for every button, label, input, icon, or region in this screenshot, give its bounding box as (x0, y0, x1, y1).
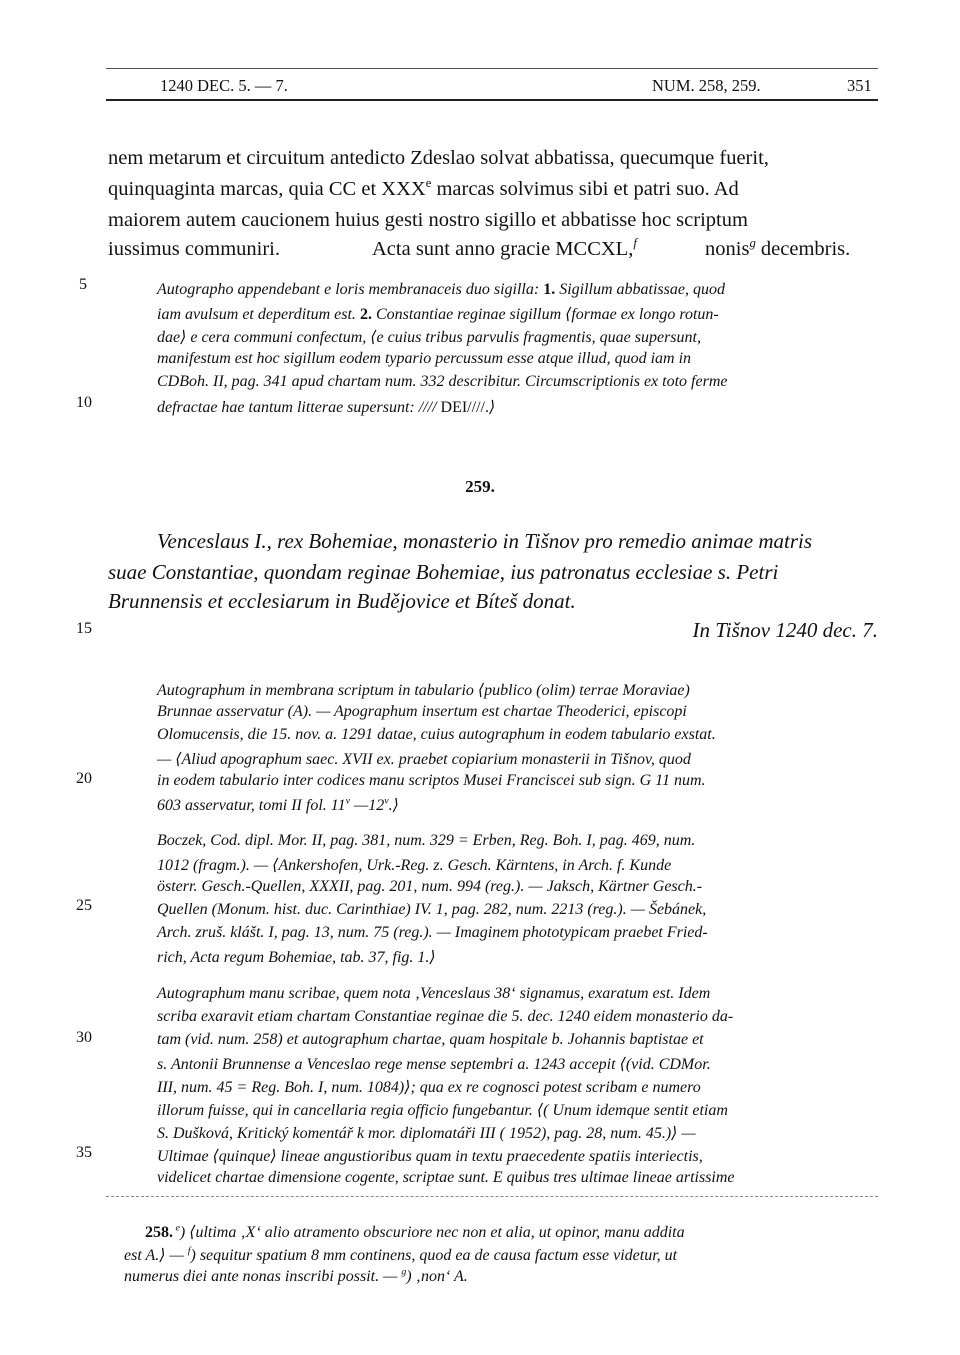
line-number: 15 (76, 620, 92, 637)
footnote-mark: e (425, 176, 432, 191)
footnote-mark: f (633, 236, 637, 251)
note-line: iam avulsum et deperditum est. 2. Constantiae reginae sigillum ⟨formae ex longo rotun- (157, 306, 719, 323)
line-number: 35 (76, 1144, 92, 1161)
running-head-numbers: NUM. 258, 259. (652, 76, 761, 95)
line-number: 20 (76, 770, 92, 787)
commentary-line: videlicet chartae dimensione cogente, scriptae sunt. E quibus tres ultimae lineae artissime (157, 1169, 735, 1186)
tradition-line: Olomucensis, die 15. nov. a. 1291 datae, cuius autographum in eodem tabulario exstat. (157, 726, 716, 743)
commentary-line: III, num. 45 = Reg. Boh. I, num. 1084)⟩; qua ex re cognosci potest scribam e numero (157, 1079, 701, 1096)
tradition-line: in eodem tabulario inter codices manu scriptos Musei Franciscei sub sign. G 11 num. (157, 772, 706, 789)
tradition-line: 603 asservatur, tomi II fol. 11$^v$ —12$^v$.⟩ (157, 795, 399, 814)
dating-day: nonis$^g$ decembris. (705, 236, 851, 260)
running-head-date: 1240 DEC. 5. — 7. (160, 76, 288, 95)
note-line: Autographo appendebant e loris membranaceis duo sigilla: 1. Sigillum abbatissae, quod (157, 281, 725, 298)
place-date: In Tišnov 1240 dec. 7. (692, 618, 878, 642)
editions-line: 1012 (fragm.). — ⟨Ankershofen, Urk.-Reg. z. Gesch. Kärntens, in Arch. f. Kunde (157, 857, 672, 874)
text-line: iussimus communiri. (108, 238, 280, 260)
text-line: maiorem autem caucionem huius gesti nostro sigillo et abbatisse hoc scriptum (108, 209, 748, 231)
footnote-separator (106, 1196, 878, 1197)
commentary-line: s. Antonii Brunnense a Venceslao rege mense septembri a. 1243 accepit ⟨(vid. CDMor. (157, 1056, 711, 1073)
line-number: 30 (76, 1029, 92, 1046)
tradition-line: Brunnae asservatur (A). — Apographum insertum est chartae Theoderici, episcopi (157, 703, 687, 720)
tradition-line: — ⟨Aliud apographum saec. XVII ex. praebet copiarium monasterii in Tišnov, quod (157, 751, 691, 768)
header-rule-bottom (106, 99, 878, 101)
dating-clause: Acta sunt anno gracie MCCXL,$^f$ (372, 236, 637, 260)
editions-line: Quellen (Monum. hist. duc. Carinthiae) IV. 1, pag. 282, num. 2213 (reg.). — Šebánek, (157, 901, 707, 918)
commentary-line: S. Dušková, Kritický komentář k mor. diplomatáři III ( 1952), pag. 28, num. 45.)⟩ — (157, 1125, 696, 1142)
editions-line: Arch. zruš. klášt. I, pag. 13, num. 75 (reg.). — Imaginem phototypicam praebet Fried- (157, 924, 708, 941)
note-line: dae⟩ e cera communi confectum, ⟨e cuius tribus parvulis fragmentis, quae supersunt, (157, 329, 701, 346)
note-line: CDBoh. II, pag. 341 apud chartam num. 332 describitur. Circumscriptionis ex toto ferme (157, 373, 728, 390)
text-line: quinquaginta marcas, quia CC et XXXe marcas solvimus sibi et patri suo. Ad (108, 176, 739, 200)
footnote-mark: g (749, 236, 756, 251)
line-number: 25 (76, 897, 92, 914)
footnote-line: 258. $^e$) ⟨ultima ‚X‘ alio atramento obscuriore nec non et alia, ut opinor, manu addita (145, 1222, 685, 1241)
document-number: 259. (465, 477, 495, 496)
note-line: defractae hae tantum litterae supersunt: //// DEI////.⟩ (157, 399, 496, 416)
line-number: 5 (79, 276, 87, 293)
header-rule-top (106, 68, 878, 69)
commentary-line: illorum fuisse, qui in cancellaria regia officio fungebantur. ⟨( Unum idemque sentit etiam (157, 1102, 728, 1119)
footnote-line: numerus diei ante nonas inscribi possit. — $^g$) ‚non‘ A. (124, 1266, 468, 1285)
editions-line: österr. Gesch.-Quellen, XXXII, pag. 201, num. 994 (reg.). — Jaksch, Kärtner Gesch.- (157, 878, 703, 895)
editions-line: rich, Acta regum Bohemiae, tab. 37, fig. 1.⟩ (157, 949, 436, 966)
commentary-line: tam (vid. num. 258) et autographum chartae, quam hospitale b. Johannis baptistae et (157, 1031, 704, 1048)
commentary-line: Ultimae ⟨quinque⟩ lineae angustioribus quam in textu praecedente spatiis interiectis, (157, 1148, 703, 1165)
footnote-line: est A.⟩ — $^f$) sequitur spatium 8 mm continens, quod ea de causa factum esse videtur, ut (124, 1245, 678, 1264)
line-number: 10 (76, 394, 92, 411)
editions-line: Boczek, Cod. dipl. Mor. II, pag. 381, num. 329 = Erben, Reg. Boh. I, pag. 469, num. (157, 832, 696, 849)
commentary-line: Autographum manu scribae, quem nota ‚Venceslaus 38‘ signamus, exaratum est. Idem (157, 985, 711, 1002)
commentary-line: scriba exaravit etiam chartam Constantiae reginae die 5. dec. 1240 eidem monasterio da- (157, 1008, 734, 1025)
tradition-line: Autographum in membrana scriptum in tabulario ⟨publico (olim) terrae Moraviae) (157, 682, 690, 699)
page-number: 351 (847, 76, 872, 95)
regest-line: Venceslaus I., rex Bohemiae, monasterio in Tišnov pro remedio animae matris (157, 529, 812, 553)
regest-line: suae Constantiae, quondam reginae Bohemiae, ius patronatus ecclesiae s. Petri (108, 560, 779, 584)
regest-line: Brunnensis et ecclesiarum in Budějovice et Bíteš donat. (108, 589, 576, 613)
note-line: manifestum est hoc sigillum eodem typario percussum esse atque illud, quod iam in (157, 350, 692, 367)
text-line: nem metarum et circuitum antedicto Zdeslao solvat abbatissa, quecumque fuerit, (108, 147, 769, 169)
